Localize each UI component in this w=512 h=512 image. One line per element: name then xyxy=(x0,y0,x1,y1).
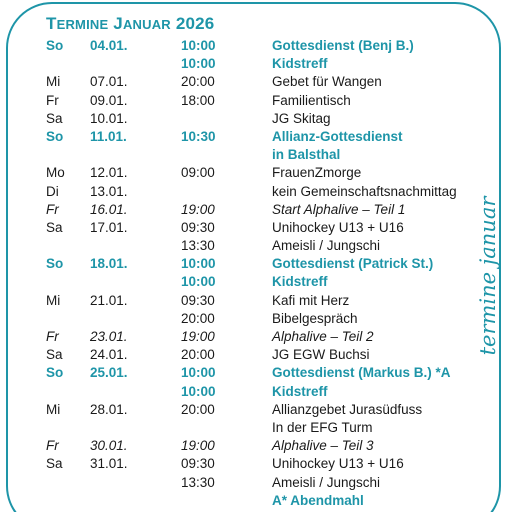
event-row xyxy=(0,128,512,146)
event-row xyxy=(0,255,512,273)
event-day: Fr xyxy=(46,438,59,454)
event-day: So xyxy=(46,365,64,381)
title-year: 2026 xyxy=(175,14,215,33)
event-title: Start Alphalive – Teil 1 xyxy=(272,201,406,217)
event-day: Sa xyxy=(46,347,63,363)
event-time: 20:00 xyxy=(181,347,215,363)
event-time: 09:30 xyxy=(181,219,215,235)
event-row xyxy=(0,219,512,237)
event-row xyxy=(0,383,512,401)
event-row xyxy=(0,183,512,201)
event-row xyxy=(0,455,512,473)
event-time: 10:00 xyxy=(181,56,216,72)
event-date: 13.01. xyxy=(90,183,128,199)
event-title: In der EFG Turm xyxy=(272,419,373,435)
event-title: Ameisli / Jungschi xyxy=(272,474,381,490)
event-date: 25.01. xyxy=(90,365,128,381)
event-time: 10:30 xyxy=(181,128,216,144)
event-title: Unihockey U13 + U16 xyxy=(272,219,404,235)
event-time: 10:00 xyxy=(181,256,216,272)
event-title: Kidstreff xyxy=(272,56,328,72)
event-date: 24.01. xyxy=(90,347,128,363)
event-day: So xyxy=(46,128,64,144)
event-time: 20:00 xyxy=(181,401,215,417)
event-title: Gottesdienst (Benj B.) xyxy=(272,38,414,53)
event-time: 19:00 xyxy=(181,438,215,454)
event-date: 07.01. xyxy=(90,74,128,90)
event-row xyxy=(0,401,512,419)
event-day: Di xyxy=(46,183,59,199)
event-title: Kidstreff xyxy=(272,383,328,399)
event-row xyxy=(0,492,512,510)
event-day: Sa xyxy=(46,219,63,235)
event-time: 09:30 xyxy=(181,456,215,472)
event-time: 09:00 xyxy=(181,165,215,181)
event-title: Gottesdienst (Markus B.) *A xyxy=(272,365,451,381)
event-date: 16.01. xyxy=(90,201,128,217)
event-row xyxy=(0,437,512,455)
event-day: Mo xyxy=(46,165,65,181)
event-date: 04.01. xyxy=(90,38,128,53)
event-date: 10.01. xyxy=(90,110,128,126)
title-rest-2: ANUAR xyxy=(122,17,171,32)
event-date: 30.01. xyxy=(90,438,128,454)
event-date: 31.01. xyxy=(90,456,128,472)
event-title: JG EGW Buchsi xyxy=(272,347,370,363)
side-label: termine januar xyxy=(476,196,500,356)
page-title xyxy=(46,14,214,34)
event-time: 18:00 xyxy=(181,92,215,108)
event-row xyxy=(0,73,512,91)
event-title: Gebet für Wangen xyxy=(272,74,382,90)
event-row xyxy=(0,346,512,364)
event-title: Allianzgebet Jurasüdfuss xyxy=(272,401,423,417)
event-day: Sa xyxy=(46,456,63,472)
event-date: 23.01. xyxy=(90,329,128,344)
event-row xyxy=(0,55,512,73)
event-row xyxy=(0,110,512,128)
event-date: 11.01. xyxy=(90,128,127,144)
event-title: JG Skitag xyxy=(272,110,331,126)
title-rest-1: ERMINE xyxy=(56,17,109,32)
event-date: 28.01. xyxy=(90,401,128,417)
event-row xyxy=(0,37,512,55)
event-title: Alphalive – Teil 2 xyxy=(272,329,374,344)
event-row xyxy=(0,237,512,255)
event-row xyxy=(0,201,512,219)
event-date: 17.01. xyxy=(90,219,128,235)
event-time: 19:00 xyxy=(181,201,215,217)
event-title: Gottesdienst (Patrick St.) xyxy=(272,256,434,272)
event-time: 10:00 xyxy=(181,365,216,381)
event-time: 10:00 xyxy=(181,38,216,53)
event-title: Kidstreff xyxy=(272,274,328,290)
event-title: FrauenZmorge xyxy=(272,165,362,181)
event-title: Ameisli / Jungschi xyxy=(272,238,381,254)
event-day: Fr xyxy=(46,329,59,344)
event-row xyxy=(0,273,512,291)
event-row xyxy=(0,474,512,492)
event-title: Bibelgespräch xyxy=(272,310,358,326)
event-title: Familientisch xyxy=(272,92,351,108)
event-row xyxy=(0,92,512,110)
event-row xyxy=(0,146,512,164)
event-time: 10:00 xyxy=(181,383,216,399)
event-time: 19:00 xyxy=(181,329,215,344)
event-row xyxy=(0,292,512,310)
event-day: Mi xyxy=(46,74,61,90)
event-title: Unihockey U13 + U16 xyxy=(272,456,404,472)
event-day: Mi xyxy=(46,292,61,308)
event-day: Fr xyxy=(46,92,59,108)
event-list xyxy=(0,37,512,510)
event-time: 13:30 xyxy=(181,474,215,490)
event-row xyxy=(0,364,512,382)
event-time: 20:00 xyxy=(181,310,215,326)
event-date: 18.01. xyxy=(90,256,128,272)
event-title: Alphalive – Teil 3 xyxy=(272,438,374,454)
event-day: So xyxy=(46,38,64,53)
event-date: 12.01. xyxy=(90,165,128,181)
event-day: So xyxy=(46,256,64,272)
event-day: Sa xyxy=(46,110,63,126)
event-row xyxy=(0,310,512,328)
event-title: A* Abendmahl xyxy=(272,492,364,508)
event-title: Allianz-Gottesdienst xyxy=(272,128,403,144)
event-row xyxy=(0,164,512,182)
event-day: Fr xyxy=(46,201,59,217)
event-date: 09.01. xyxy=(90,92,128,108)
event-time: 20:00 xyxy=(181,74,215,90)
event-time: 13:30 xyxy=(181,238,215,254)
event-row xyxy=(0,419,512,437)
event-day: Mi xyxy=(46,401,61,417)
event-title: kein Gemeinschaftsnachmittag xyxy=(272,183,457,199)
event-date: 21.01. xyxy=(90,292,128,308)
title-initial-2: J xyxy=(113,14,123,33)
event-title: Kafi mit Herz xyxy=(272,292,350,308)
event-time: 09:30 xyxy=(181,292,215,308)
event-time: 10:00 xyxy=(181,274,216,290)
event-row xyxy=(0,328,512,346)
event-title: in Balsthal xyxy=(272,147,341,163)
title-initial-1: T xyxy=(46,14,57,33)
